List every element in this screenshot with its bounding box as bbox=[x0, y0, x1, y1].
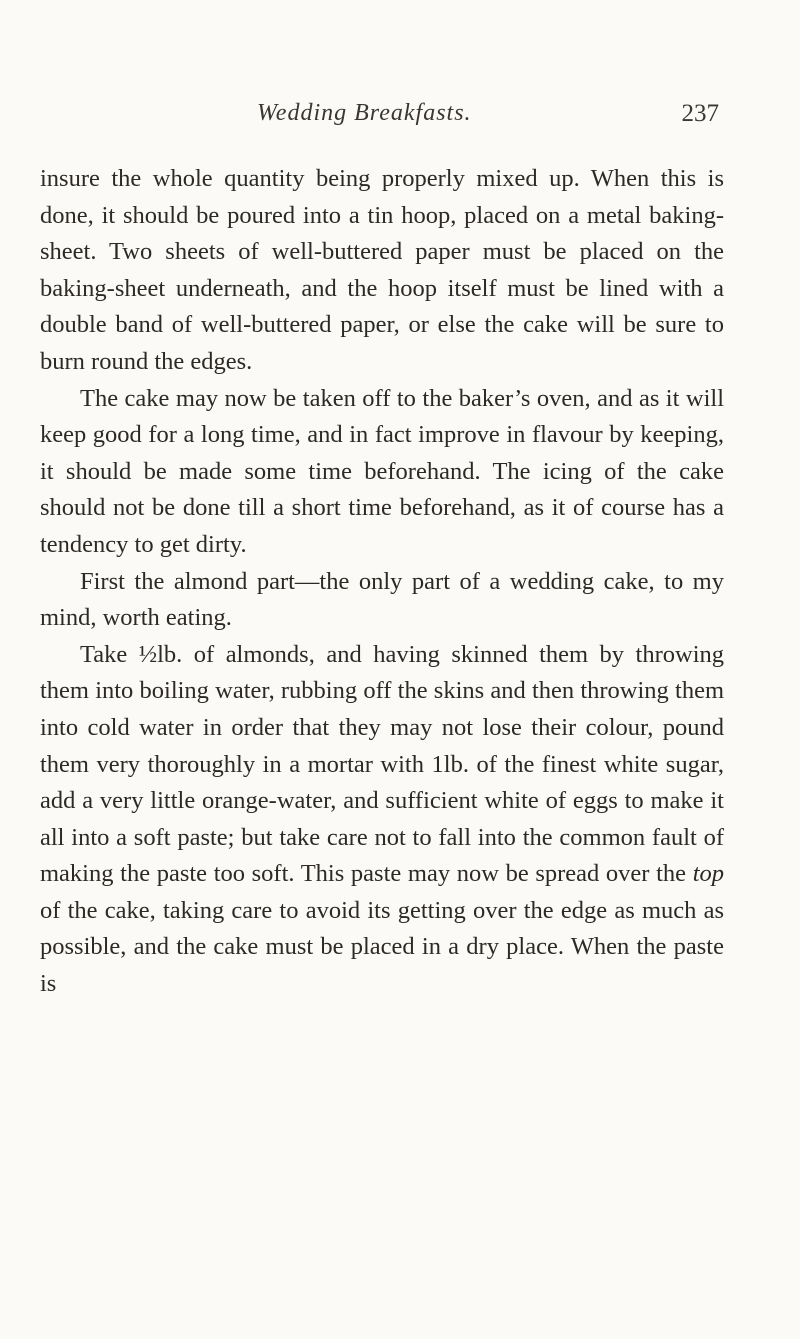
paragraph-4-italic-word: top bbox=[692, 860, 724, 888]
paragraph-2: The cake may now be taken off to the baker’s oven, and as it will keep good for a long time, and in fact improve in flavour by keeping, it should be made some time beforehand. The icing of the cake should not be done till a short time beforehand, as it of course has a tendency to get dirty. bbox=[40, 384, 724, 558]
page-header bbox=[257, 100, 719, 140]
page-number: 237 bbox=[681, 100, 719, 127]
paragraph-4-text-before: Take ½lb. of almonds, and having skinned them by throwing them into boiling water, rubbing off the skins and then throwing them into cold water in order that they may not lose their colour, pound them very thoroughly in a mortar with 1lb. of the finest white sugar, add a very little orange-water, and sufficient white of eggs to make it all into a soft paste; but take care not to fall into the common fault of making the paste too soft. This paste may now be spread over the bbox=[40, 640, 724, 888]
running-head: Wedding Breakfasts. bbox=[257, 100, 472, 126]
paragraph-1: insure the whole quantity being properly mixed up. When this is done, it should be poured into a tin hoop, placed on a metal baking-sheet. Two sheets of well-buttered paper must be placed on the baking-sheet underneath, and the hoop itself must be lined with a double band of well-buttered paper, or else the cake will be sure to burn round the edges. bbox=[40, 165, 724, 375]
paragraph-4-text-after: of the cake, taking care to avoid its getting over the edge as much as possible, and the cake must be placed in a dry place. When the paste is bbox=[40, 896, 724, 998]
paragraph-3: First the almond part—the only part of a wedding cake, to my mind, worth eating. bbox=[40, 567, 724, 632]
paragraph-4 bbox=[40, 637, 724, 1003]
body-text bbox=[40, 161, 724, 1003]
